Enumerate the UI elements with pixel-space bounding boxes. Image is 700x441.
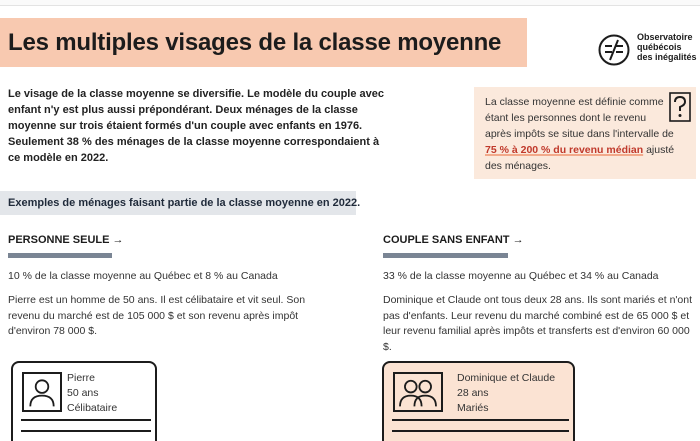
heading-underline [8,253,112,258]
profile-stat: 10 % de la classe moyenne au Québec et 8 % au Canada [8,270,278,282]
card-line [392,430,569,432]
profile-single-person [8,234,313,340]
card-details [457,371,555,416]
card-age: 50 ans [67,387,99,399]
card-name: Pierre [67,372,96,384]
card-details [67,371,117,416]
definition-before: La classe moyenne est définie comme étant les personnes dont le revenu après impôts se situe dans l'intervalle de [485,96,674,140]
card-line [21,430,151,432]
logo-line: Observatoire [637,32,693,42]
profile-heading[interactable]: PERSONNE SEULE → [8,234,124,246]
card-status: Mariés [457,402,489,414]
equality-scale-icon [598,34,630,66]
question-mark-icon [669,92,691,122]
definition-box [474,87,696,179]
id-card-pierre [11,361,157,441]
definition-text [485,94,675,174]
browser-top-edge [0,0,700,6]
definition-after: ajusté des ménages. [485,144,675,172]
card-line [392,419,569,421]
couple-icon [393,372,443,412]
card-status: Célibataire [67,402,118,414]
card-line [21,419,151,421]
heading-underline [383,253,508,258]
logo-line: québécois [637,42,682,52]
definition-highlight: 75 % à 200 % du revenu médian [485,144,644,156]
page-title: Les multiples visages de la classe moyenne [8,29,502,56]
logo-line: des inégalités [637,52,697,62]
section-title: Exemples de ménages faisant partie de la classe moyenne en 2022. [8,197,361,209]
organization-name [637,32,699,62]
id-card-dominique-claude [382,361,575,441]
card-name: Dominique et Claude [457,372,556,384]
profile-heading[interactable]: COUPLE SANS ENFANT → [383,234,524,246]
person-icon [22,372,62,412]
profile-stat: 33 % de la classe moyenne au Québec et 34 % au Canada [383,270,659,282]
card-age: 28 ans [457,387,489,399]
profile-couple-no-children [383,234,693,355]
profile-description: Pierre est un homme de 50 ans. Il est célibataire et vit seul. Son revenu du marché est de 105 000 $ et son revenu après impôt d'environ 78 000 $. [8,294,306,337]
profile-description: Dominique et Claude ont tous deux 28 ans. Ils sont mariés et n'ont pas d'enfants. Leur revenu du marché combiné est de 65 000 $ et leur revenu familial après impôts et transferts est d'environ 60 000 $. [383,294,693,353]
intro-paragraph: Le visage de la classe moyenne se diversifie. Le modèle du couple avec enfant n'y est plus aussi prépondérant. Deux ménages de la classe moyenne sur trois étaient formés d'un couple avec enfants en 1976. Seulement 38 % des ménages de la classe moyenne correspondaient à ce modèle en 2022. [8,88,385,164]
